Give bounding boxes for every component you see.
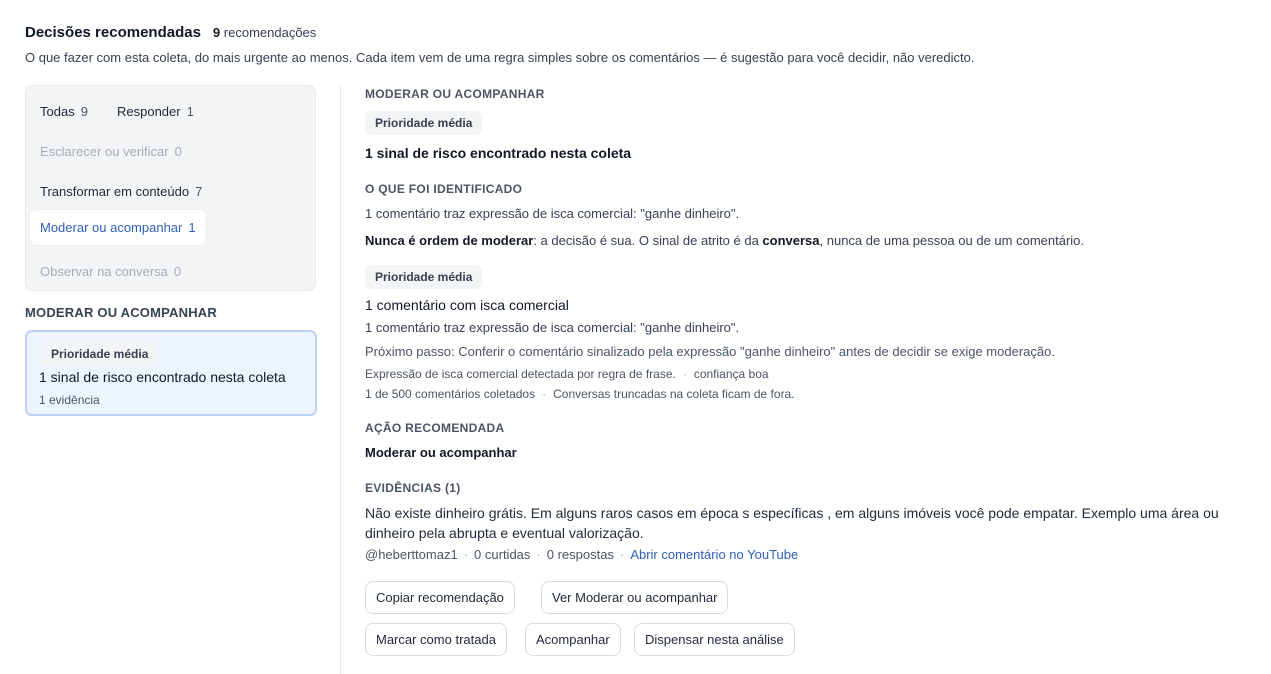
page-title: Decisões recomendadas xyxy=(25,24,201,41)
recommendation-count xyxy=(213,25,316,40)
finding-description: 1 comentário traz expressão de isca comercial: "ganhe dinheiro". xyxy=(365,320,740,335)
page-header xyxy=(25,24,1255,65)
filter-count: 0 xyxy=(174,144,182,159)
filter-label: Responder xyxy=(117,104,181,119)
decision-note xyxy=(365,233,1084,248)
comment-replies: 0 respostas xyxy=(546,547,614,562)
filter-transformar[interactable] xyxy=(30,177,212,206)
panel-divider xyxy=(340,85,341,674)
detection-method: Expressão de isca comercial detectada por regra de frase. xyxy=(365,367,676,381)
filter-count: 1 xyxy=(188,220,196,235)
follow-button[interactable]: Acompanhar xyxy=(525,623,621,656)
finding-coverage-meta: 1 de 500 comentários coletados · Conversas truncadas na coleta ficam de fora. xyxy=(365,387,795,401)
open-youtube-comment-link[interactable]: Abrir comentário no YouTube xyxy=(630,547,799,562)
truncation-note: Conversas truncadas na coleta ficam de fora. xyxy=(553,387,795,401)
filter-responder[interactable] xyxy=(107,97,204,126)
filter-label: Moderar ou acompanhar xyxy=(40,220,183,235)
finding-detection-meta: Expressão de isca comercial detectada por regra de frase. · confiança boa xyxy=(365,367,769,381)
category-filters xyxy=(25,85,316,291)
dismiss-button[interactable]: Dispensar nesta análise xyxy=(634,623,795,656)
evidence-meta: @heberttomaz1 · 0 curtidas · 0 respostas · Abrir comentário no YouTube xyxy=(365,547,799,562)
evidence-heading: EVIDÊNCIAS (1) xyxy=(365,481,461,495)
filter-label: Observar na conversa xyxy=(40,264,168,279)
filter-label: Esclarecer ou verificar xyxy=(40,144,169,159)
finding-next-step: Próximo passo: Conferir o comentário sinalizado pela expressão "ganhe dinheiro" antes de decidir se exige moderação. xyxy=(365,344,1055,359)
note-bold-1: Nunca é ordem de moderar xyxy=(365,233,534,248)
coverage-count: 1 de 500 comentários coletados xyxy=(365,387,536,401)
finding-title: 1 comentário com isca comercial xyxy=(365,297,569,313)
recommendation-count-number: 9 xyxy=(212,25,221,40)
copy-recommendation-button[interactable]: Copiar recomendação xyxy=(365,581,515,614)
mark-handled-button[interactable]: Marcar como tratada xyxy=(365,623,507,656)
header-title-row xyxy=(25,24,1255,41)
identified-text: 1 comentário traz expressão de isca comercial: "ganhe dinheiro". xyxy=(365,206,740,221)
filter-todas[interactable] xyxy=(30,97,98,126)
detail-category-heading: MODERAR OU ACOMPANHAR xyxy=(365,87,545,101)
sidebar-heading: MODERAR OU ACOMPANHAR xyxy=(25,305,217,320)
filter-moderar[interactable] xyxy=(30,210,206,245)
filter-count: 9 xyxy=(80,104,88,119)
view-category-button[interactable]: Ver Moderar ou acompanhar xyxy=(541,581,728,614)
card-evidence-count: 1 evidência xyxy=(39,393,100,407)
recommendation-card[interactable] xyxy=(25,330,317,416)
filter-label: Transformar em conteúdo xyxy=(40,184,190,199)
evidence-text: Não existe dinheiro grátis. Em alguns raros casos em época s específicas , em alguns imóveis você pode empatar. Exemplo uma área ou dinheiro pela abrupta e eventual valorização. xyxy=(365,505,1219,541)
comment-author: @heberttomaz1 xyxy=(365,547,458,562)
detail-priority-badge: Prioridade média xyxy=(365,111,482,135)
finding-priority-badge: Prioridade média xyxy=(365,265,482,289)
recommended-action: Moderar ou acompanhar xyxy=(365,445,517,460)
page-subtitle: O que fazer com esta coleta, do mais urgente ao menos. Cada item vem de uma regra simples sobre os comentários — é sugestão para você decidir, não veredicto. xyxy=(25,50,975,65)
note-text-2: , nunca de uma pessoa ou de um comentário. xyxy=(819,233,1085,248)
priority-badge: Prioridade média xyxy=(41,342,158,366)
filter-label: Todas xyxy=(40,104,75,119)
action-heading: AÇÃO RECOMENDADA xyxy=(365,421,505,435)
note-text-1: : a decisão é sua. O sinal de atrito é da xyxy=(533,233,763,248)
comment-likes: 0 curtidas xyxy=(474,547,531,562)
filter-observar[interactable] xyxy=(30,257,191,286)
confidence-level: confiança boa xyxy=(693,367,769,381)
note-bold-2: conversa xyxy=(762,233,820,248)
recommendation-count-label: recomendações xyxy=(223,25,317,40)
filter-count: 0 xyxy=(173,264,182,279)
identified-heading: O QUE FOI IDENTIFICADO xyxy=(365,182,523,196)
filter-esclarecer[interactable] xyxy=(30,137,192,166)
filter-count: 7 xyxy=(195,184,203,199)
filter-count: 1 xyxy=(186,104,194,119)
card-title: 1 sinal de risco encontrado nesta coleta xyxy=(39,369,286,385)
detail-title: 1 sinal de risco encontrado nesta coleta xyxy=(365,145,632,161)
